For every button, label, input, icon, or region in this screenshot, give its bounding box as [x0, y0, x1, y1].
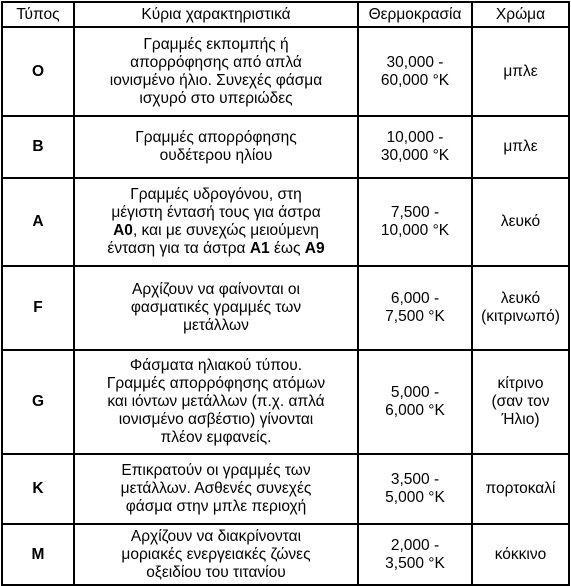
table-row — [2, 27, 569, 116]
temperature-line: 3,500 °K — [385, 554, 445, 572]
temperature-line: 3,500 - — [390, 471, 440, 488]
temperature-cell — [358, 27, 472, 116]
temperature-line: 5,000 °K — [385, 489, 445, 506]
color-line: κόκκινο — [494, 545, 547, 563]
table-row — [2, 524, 569, 585]
spectral-type-cell: A — [2, 178, 74, 266]
spectral-type-cell: M — [2, 524, 74, 585]
temperature-line: 60,000 °K — [380, 71, 450, 89]
color-line: πορτοκαλί — [485, 480, 556, 497]
color-cell — [472, 454, 569, 524]
description-line: και ιόντων μετάλλων (π.χ. απλά — [107, 393, 325, 410]
temperature-line: 30,000 - — [386, 53, 444, 71]
description-line: απορρόφησης από απλά — [130, 53, 302, 71]
temperature-line: 30,000 °K — [380, 147, 450, 164]
color-cell — [472, 178, 569, 266]
description-line: φασματικές γραμμές των — [130, 299, 302, 316]
temperature-line: 10,000 °K — [380, 222, 450, 239]
color-line: (σαν τον — [491, 393, 550, 410]
main-features-cell — [74, 27, 358, 116]
main-features-cell — [74, 178, 358, 266]
description-line: Αρχίζουν να φαίνονται οι — [132, 281, 300, 298]
table-row — [2, 350, 569, 454]
color-cell — [472, 266, 569, 350]
temperature-line: 10,000 - — [386, 129, 444, 146]
temperature-cell — [358, 116, 472, 178]
spectral-type-cell: B — [2, 116, 74, 178]
color-line: κίτρινο — [497, 375, 544, 392]
table-row — [2, 178, 569, 266]
temperature-line: 5,000 - — [390, 384, 440, 401]
temperature-cell — [358, 524, 472, 585]
temperature-line: 7,500 - — [390, 204, 440, 221]
description-line: ουδέτερου ηλίου — [159, 147, 273, 164]
description-line: Γραμμές απορρόφησης ατόμων — [106, 375, 326, 392]
description-line: οξειδίου του τιτανίου — [146, 563, 286, 581]
header-color: Χρώμα — [472, 2, 569, 27]
description-line: μοριακές ενεργειακές ζώνες — [121, 545, 311, 563]
header-type: Τύπος — [2, 2, 74, 27]
main-features-cell — [74, 524, 358, 585]
color-cell — [472, 27, 569, 116]
color-cell — [472, 350, 569, 454]
description-line: Αρχίζουν να διακρίνονται — [130, 527, 302, 545]
color-line: μπλε — [503, 62, 538, 80]
description-line: ισχυρό στο υπεριώδες — [139, 89, 293, 107]
description-line: φάσμα στην μπλε περιοχή — [125, 498, 307, 515]
temperature-line: 6,000 - — [390, 290, 440, 307]
spectral-type-cell: O — [2, 27, 74, 116]
main-features-cell — [74, 266, 358, 350]
color-line: λευκό — [500, 290, 541, 307]
header-temperature: Θερμοκρασία — [358, 2, 472, 27]
color-line: λευκό — [500, 213, 541, 230]
spectral-class-table — [1, 1, 570, 586]
description-line: Επικρατούν οι γραμμές των — [121, 462, 311, 479]
temperature-cell — [358, 266, 472, 350]
color-cell — [472, 116, 569, 178]
header-main-features: Κύρια χαρακτηριστικά — [74, 2, 358, 27]
temperature-cell — [358, 178, 472, 266]
color-line: (κιτρινωπό) — [481, 308, 560, 325]
table-body — [2, 27, 569, 585]
table-row — [2, 116, 569, 178]
temperature-line: 6,000 °K — [385, 402, 445, 419]
description-line: A0, και με συνεχώς μειούμενη — [113, 222, 319, 239]
temperature-line: 2,000 - — [390, 536, 440, 554]
color-line: μπλε — [503, 138, 538, 155]
spectral-type-cell: K — [2, 454, 74, 524]
description-line: ένταση για τα άστρα A1 έως A9 — [107, 240, 325, 257]
table-row — [2, 454, 569, 524]
table-row — [2, 266, 569, 350]
description-line: ιονισμένο ασβέστιο) γίνονται — [118, 411, 314, 428]
description-line: μετάλλων — [183, 317, 249, 334]
description-line: μέγιστη έντασή τους για άστρα — [111, 204, 321, 221]
description-line: Φάσματα ηλιακού τύπου. — [129, 357, 303, 374]
description-line: Γραμμές υδρογόνου, στη — [130, 186, 302, 203]
description-line: Γραμμές απορρόφησης — [135, 129, 297, 146]
main-features-cell — [74, 116, 358, 178]
description-line: μετάλλων. Ασθενές συνεχές — [120, 480, 312, 497]
spectral-type-cell: F — [2, 266, 74, 350]
temperature-line: 7,500 °K — [385, 308, 445, 325]
description-line: ιονισμένο ήλιο. Συνεχές φάσμα — [109, 71, 323, 89]
description-line: Γραμμές εκπομπής ή — [143, 35, 289, 53]
temperature-cell — [358, 350, 472, 454]
spectral-type-cell: G — [2, 350, 74, 454]
temperature-cell — [358, 454, 472, 524]
table-header-row — [2, 2, 569, 27]
main-features-cell — [74, 350, 358, 454]
color-line: Ήλιο) — [501, 411, 540, 428]
main-features-cell — [74, 454, 358, 524]
description-line: πλέον εμφανείς. — [160, 429, 272, 446]
color-cell — [472, 524, 569, 585]
